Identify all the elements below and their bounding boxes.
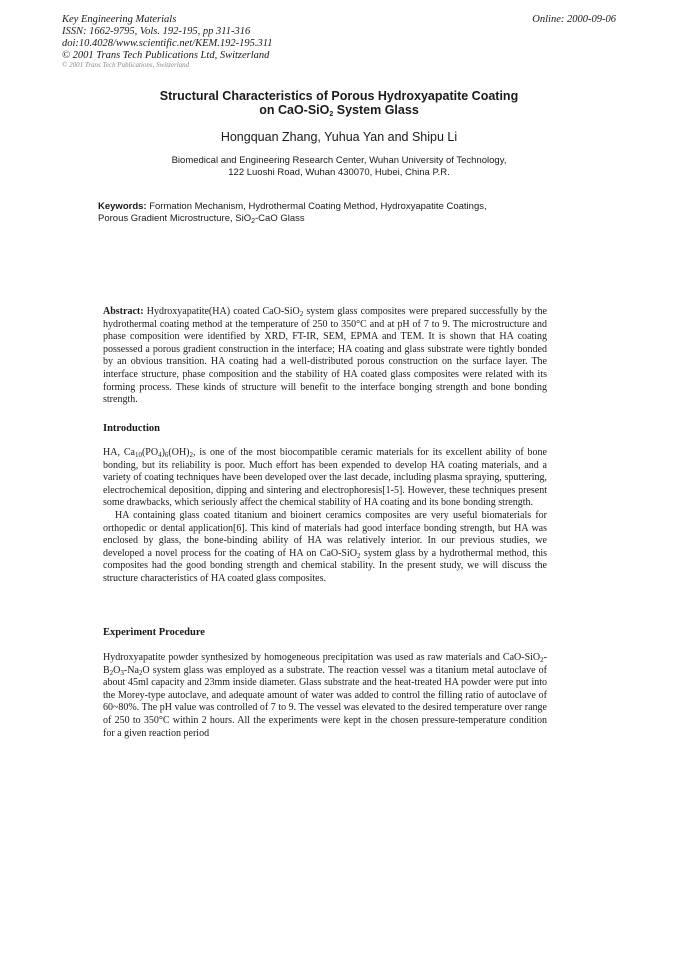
abstract-label: Abstract: xyxy=(103,306,144,317)
paper-title xyxy=(0,89,678,117)
abstract: Abstract: Hydroxyapatite(HA) coated CaO-SiO$_2$ system glass composites were prepared successfully by the hydrothermal coating method at the temperature of 250 to 350°C and at pH of 7 to 9. The microstructure and phase composition were identified by XRD, FT-IR, SEM, EPMA and TEM. It is shown that HA coating possessed a porous gradient construction in the interface; HA coating and glass substrate were tightly bonded by an obvious transition. HA coating had a well-distributed porous construction on the surface layer. The interface structure, phase composition and the stability of HA coated glass composites were related with its forming process. These kinds of structure will benefit to the interface bonging strength and bone bonding strength. xyxy=(103,306,547,406)
keywords: Keywords: Formation Mechanism, Hydrothermal Coating Method, Hydroxyapatite Coatings, Porous Gradient Microstructure, SiO$_2$-CaO Glass xyxy=(98,201,487,225)
experiment-heading: Experiment Procedure xyxy=(103,627,205,638)
affiliation-line-2: 122 Luoshi Road, Wuhan 430070, Hubei, China P.R. xyxy=(228,167,450,178)
introduction-body xyxy=(103,447,547,586)
journal-name: Key Engineering Materials xyxy=(62,14,177,25)
faded-copyright-line: © 2001 Trans Tech Publications, Switzerland xyxy=(62,61,190,69)
online-date: Online: 2000-09-06 xyxy=(532,14,616,25)
introduction-heading: Introduction xyxy=(103,423,160,434)
affiliation-line-1: Biomedical and Engineering Research Center, Wuhan University of Technology, xyxy=(171,155,507,166)
authors: Hongquan Zhang, Yuhua Yan and Shipu Li xyxy=(220,130,458,144)
introduction-paragraph-2: HA containing glass coated titanium and bioinert ceramics composites are very useful biomaterials for orthopedic or dental application[6]. This kind of materials had good interface bonding strength, but HA was enclosed by glass, the bone-binding ability of HA was relatively interior. In our previous studies, we developed a novel process for the coating of HA on CaO-SiO$_2$ system glass by a hydrothermal method, this composites had the good bonding strength and chemical stability. In the present study, we will discuss the structure characteristics of HA coated glass composites. xyxy=(103,509,547,584)
title-line-1: Structural Characteristics of Porous Hydroxyapatite Coating xyxy=(159,89,519,103)
copyright-line: © 2001 Trans Tech Publications Ltd, Switzerland xyxy=(62,50,270,61)
experiment-paragraph-1: Hydroxyapatite powder synthesized by homogeneous precipitation was used as raw materials and CaO-$SiO_2-B_2O_3-Na_2O$ system glass was employed as a substrate. The reaction vessel was a titanium metal autoclave of about 45ml capacity and 23mm inside diameter. Glass substrate and the heat-treated HA powder were put into the Morey-type autoclave, and adequate amount of water was added to control the filling ratio of autoclave of 60~80%. The pH value was controlled of 7 to 9. The vessel was elevated to the desired temperature over range of 250 to 350°C within 2 hours. All the experiments were kept in the chosen pressure-temperature condition for a given reaction period xyxy=(103,652,547,739)
title-line-2: on CaO-SiO$_2$ System Glass xyxy=(259,103,419,118)
experiment-body xyxy=(103,652,547,740)
doi-line[interactable]: doi:10.4028/www.scientific.net/KEM.192-195.311 xyxy=(62,38,273,49)
introduction-paragraph-1: HA, $Ca_{10}(PO_4)_6(OH)_2$, is one of the most biocompatible ceramic materials for its excellent ability of bone bonding, but its reliability is poor. Much effort has been expended to develop HA coating materials, and a variety of coating techniques have been developed over the last decade, including plasma spraying, sputtering, electrochemical deposition, dipping and sintering and electrophoresis[1-5]. However, these techniques present some drawbacks, which seriously affect the chemical stability of HA coating and its bone bonding strength. xyxy=(103,447,547,509)
keywords-label: Keywords: xyxy=(98,201,147,212)
issn-line: ISSN: 1662-9795, Vols. 192-195, pp 311-316 xyxy=(62,26,251,37)
affiliation xyxy=(0,155,678,179)
journal-header xyxy=(62,14,272,69)
